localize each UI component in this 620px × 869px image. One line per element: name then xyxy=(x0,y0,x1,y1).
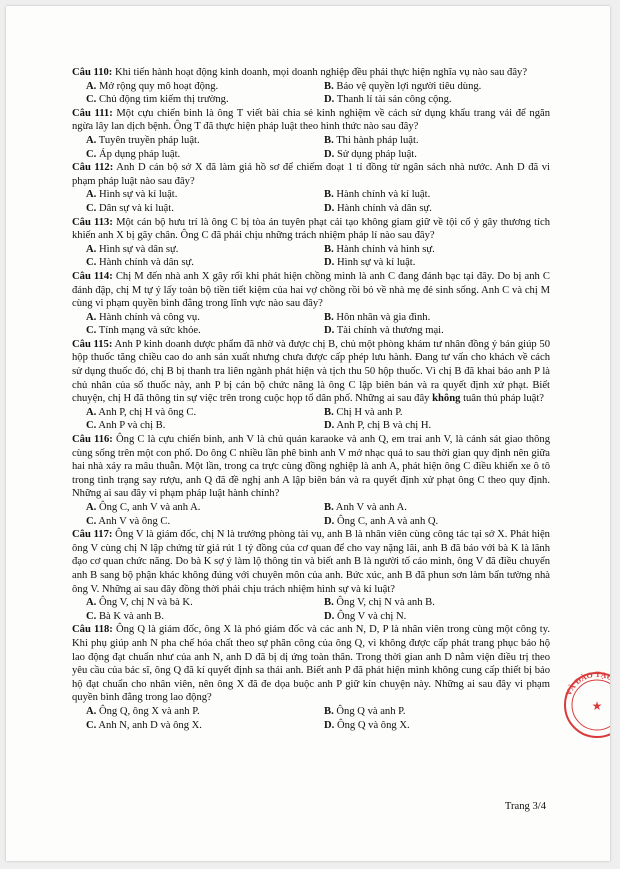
option-letter: D. xyxy=(324,420,335,432)
option-letter: B. xyxy=(324,705,334,717)
answer-option xyxy=(72,80,310,94)
option-letter: C. xyxy=(86,257,97,269)
answer-option xyxy=(72,610,310,624)
answer-options xyxy=(72,134,550,161)
answer-options xyxy=(72,80,550,107)
option-letter: C. xyxy=(86,610,97,622)
page-number: Trang 3/4 xyxy=(504,801,546,812)
option-text: Anh P, chị B và chị H. xyxy=(336,420,432,432)
answer-option xyxy=(310,188,550,202)
answer-option xyxy=(310,596,550,610)
option-letter: D. xyxy=(324,94,335,106)
question-text: Ông V là giám đốc, chị N là trưởng phòng tài vụ, anh B là nhân viên cùng công tác tại sở X. Phát hiện ông V cùng chị N lập chứng từ giả rút 1 tỷ đồng của cơ quan để cho vay nặng lãi, anh B đã báo với bà K là lãnh đạo cơ quan chức năng. Do bà K sợ ý làm lộ thông tin và biết anh B là người tố cáo mình, ông V đã điều chuyển anh B sang bộ phận khác không đúng với chuyên môn của anh. Bức xúc, anh B đã phun sơn làm bẩn tường nhà ông V. Những ai sau đây đồng thời phải chịu trách nhiệm hình sự và kỉ luật? xyxy=(72,529,550,595)
answer-option xyxy=(310,311,550,325)
question-number: Câu 114: xyxy=(72,270,113,282)
answer-option xyxy=(72,134,310,148)
option-text: Ông V, chị N và bà K. xyxy=(98,597,193,609)
question xyxy=(72,623,550,732)
red-seal-stamp-icon xyxy=(562,670,615,740)
option-text: Sử dụng pháp luật. xyxy=(336,148,417,160)
option-letter: B. xyxy=(324,189,334,201)
question xyxy=(72,270,550,338)
answer-options xyxy=(72,596,550,623)
option-text: Hành chính và công vụ. xyxy=(98,311,200,323)
option-letter: C. xyxy=(86,515,97,527)
question xyxy=(72,528,550,623)
option-letter: D. xyxy=(324,325,335,337)
option-letter: A. xyxy=(86,134,97,146)
answer-options xyxy=(72,705,550,732)
option-letter: A. xyxy=(86,189,97,201)
option-letter: A. xyxy=(86,406,97,418)
option-letter: D. xyxy=(324,719,335,731)
option-letter: A. xyxy=(86,705,97,717)
answer-options xyxy=(72,501,550,528)
stamp-text: VÀ ĐÀO TẠO xyxy=(563,670,615,698)
option-text: Dân sự và kỉ luật. xyxy=(98,202,174,214)
option-text: Hành chính và kỉ luật. xyxy=(336,189,431,201)
question-number: Câu 115: xyxy=(72,338,113,350)
answer-option xyxy=(310,202,550,216)
option-text: Tài chính và thương mại. xyxy=(336,325,444,337)
answer-option xyxy=(72,148,310,162)
question-stem xyxy=(72,338,550,406)
answer-option xyxy=(72,419,310,433)
question-stem xyxy=(72,161,550,188)
question-number: Câu 111: xyxy=(72,107,113,119)
answer-option xyxy=(310,243,550,257)
option-text: Ông V và chị N. xyxy=(336,610,407,622)
option-text: Mở rộng quy mô hoạt động. xyxy=(98,80,219,92)
option-letter: B. xyxy=(324,311,334,323)
option-text: Hôn nhân và gia đình. xyxy=(336,311,431,323)
option-letter: C. xyxy=(86,148,97,160)
option-text: Thi hành pháp luật. xyxy=(336,134,419,146)
option-letter: C. xyxy=(86,325,97,337)
question xyxy=(72,107,550,161)
answer-option xyxy=(72,515,310,529)
option-letter: B. xyxy=(324,597,334,609)
option-text: Bà K và anh B. xyxy=(98,610,164,622)
answer-option xyxy=(72,256,310,270)
option-text: Tính mạng và sức khỏe. xyxy=(98,325,201,337)
option-text: Anh P, chị H và ông C. xyxy=(98,406,197,418)
answer-options xyxy=(72,243,550,270)
option-text: Ông C, anh V và anh A. xyxy=(98,502,201,513)
exam-page xyxy=(6,6,615,861)
option-text: Tuyên truyền pháp luật. xyxy=(98,134,200,146)
question-text: Anh P kinh doanh dược phẩm đã nhờ và được chị B, chủ một phòng khám tư nhân đồng ý bán giúp 50 hộp thuốc tăng chiều cao do anh sản xuất nhưng chưa được cấp phép lưu hành. Đang tư vấn cho khách về cách sử dụng thuốc đó, chị B bị thanh tra liên ngành phát hiện và tịch thu 50 hộp thuốc. Vì chị B đã khai báo anh P là chủ nhân của số thuốc này, anh P bị cán bộ chức năng là ông C lập biên bản và ra quyết định xử phạt. Biết chuyện, chị H đã thông tin sự việc trên trong cuộc họp tổ dân phố. Những ai sau đây xyxy=(72,338,550,405)
question-text: Khi tiến hành hoạt động kinh doanh, mọi doanh nghiệp đều phải thực hiện nghĩa vụ nào sau đây? xyxy=(114,67,528,78)
answer-option xyxy=(72,311,310,325)
option-text: Ông Q và anh P. xyxy=(336,705,406,717)
answer-option xyxy=(310,406,550,420)
option-text: Ông C, anh A và anh Q. xyxy=(336,515,439,527)
option-letter: B. xyxy=(324,406,334,418)
question xyxy=(72,161,550,215)
answer-option xyxy=(310,93,550,107)
question-stem xyxy=(72,216,550,243)
option-text: Ông Q và ông X. xyxy=(336,719,410,731)
option-text: Chị H và anh P. xyxy=(336,406,403,418)
option-letter: B. xyxy=(324,243,334,255)
answer-option xyxy=(310,515,550,529)
answer-option xyxy=(72,188,310,202)
option-letter: A. xyxy=(86,597,97,609)
answer-option xyxy=(72,705,310,719)
option-text: Hành chính và hình sự. xyxy=(336,243,435,255)
answer-option xyxy=(72,202,310,216)
option-letter: A. xyxy=(86,243,97,255)
question-text-after: tuân thủ pháp luật? xyxy=(463,393,544,405)
question-text: Một cựu chiến binh là ông T viết bài chia sẻ kinh nghiệm về cách sử dụng khẩu trang vải để ngăn ngừa lây lan dịch bệnh. Ông T đã thực hiện pháp luật theo hình thức nào sau đây? xyxy=(72,107,550,133)
answer-option xyxy=(310,705,550,719)
answer-option xyxy=(310,324,550,338)
question-text: Chị M đến nhà anh X gây rối khi phát hiện chồng mình là anh C đang đánh bạc tại đây. Do bị anh C đánh đập, chị M tự ý lấy toàn bộ tiền tiết kiệm của hai vợ chồng rồi bỏ về nhà mẹ đẻ sinh sống. Anh C và chị M cùng vi phạm quyền bình đẳng trong lĩnh vực nào sau đây? xyxy=(72,270,551,310)
question xyxy=(72,433,550,528)
question-stem xyxy=(72,66,550,80)
question-text: Ông Q là giám đốc, ông X là phó giám đốc và các anh N, D, P là nhân viên trong cùng một công ty. Khi phụ giúp anh N pha chế hóa chất theo sự phân công của ông Q, vì không được cấp phát trang phục bảo hộ lao động đạt chuẩn như của anh N, anh D đã bị dị ứng toàn thân. Trong thời gian anh D nằm viện điều trị theo yêu cầu của bác sĩ, ông Q đã kí quyết định sa thải anh. Biết anh P đã phát hiện mình không cung cấp thiết bị bảo hộ đạt chuẩn cho nhân viên, nên ông X đã đe dọa buộc anh P giữ kín chuyện này. Những ai sau đây vi phạm quyền bình đẳng trong lao động? xyxy=(72,624,550,704)
answer-option xyxy=(72,596,310,610)
answer-option xyxy=(72,324,310,338)
option-text: Hình sự và kỉ luật. xyxy=(336,257,416,269)
option-text: Hình sự và dân sự. xyxy=(98,243,179,255)
option-letter: B. xyxy=(324,80,334,92)
answer-options xyxy=(72,406,550,433)
option-letter: D. xyxy=(324,515,335,527)
answer-option xyxy=(310,80,550,94)
option-text: Hành chính và dân sự. xyxy=(336,202,432,214)
answer-option xyxy=(72,719,310,733)
answer-option xyxy=(72,243,310,257)
answer-option xyxy=(310,256,550,270)
answer-option xyxy=(72,501,310,515)
question-stem xyxy=(72,623,550,705)
question xyxy=(72,338,550,433)
option-text: Hình sự và kỉ luật. xyxy=(98,189,178,201)
option-text: Chủ động tìm kiếm thị trường. xyxy=(98,94,229,106)
question-text: Ông C là cựu chiến binh, anh V là chủ quán karaoke và anh Q, em trai anh V, là cảnh sát giao thông cùng sống trên một con phố. Do ông C nhiều lần phê bình anh V mở nhạc quá to sau thời gian quy định nên giữa hai nhà xảy ra mâu thuẫn. Một lần, trong ca trực cùng đồng nghiệp là anh A, phát hiện ông C điều khiển xe ô tô trong tình trạng say rượu, anh Q đã đề nghị anh A lập biên bản và ra quyết định xử phạt ông C theo quy định. Những ai sau đây vi phạm pháp luật hành chính? xyxy=(72,434,550,500)
answer-option xyxy=(310,148,550,162)
answer-option xyxy=(72,406,310,420)
option-text: Anh N, anh D và ông X. xyxy=(98,719,202,731)
option-letter: A. xyxy=(86,311,97,323)
svg-text:VÀ ĐÀO TẠO xyxy=(563,670,615,698)
option-letter: D. xyxy=(324,257,335,269)
question-emphasis: không xyxy=(432,393,461,405)
question-number: Câu 116: xyxy=(72,434,113,446)
question-number: Câu 112: xyxy=(72,162,114,174)
option-text: Anh V và ông C. xyxy=(98,515,171,527)
option-letter: C. xyxy=(86,94,97,106)
answer-option xyxy=(310,134,550,148)
option-letter: D. xyxy=(324,202,335,214)
option-text: Anh V và anh A. xyxy=(335,502,407,513)
option-letter: D. xyxy=(324,148,335,160)
answer-option xyxy=(310,610,550,624)
answer-option xyxy=(72,93,310,107)
option-text: Ông V, chị N và anh B. xyxy=(336,597,435,609)
question-stem xyxy=(72,528,550,596)
option-text: Áp dụng pháp luật. xyxy=(98,148,181,160)
question-number: Câu 113: xyxy=(72,216,113,228)
question-number: Câu 118: xyxy=(72,624,113,636)
option-letter: C. xyxy=(86,202,97,214)
option-letter: D. xyxy=(324,610,335,622)
option-letter: C. xyxy=(86,420,97,432)
question-text: Một cán bộ hưu trí là ông C bị tòa án tuyên phạt cải tạo không giam giữ về tội cố ý gây thương tích khiến anh X bị gãy chân. Ông C đã phải chịu những trách nhiệm pháp lí nào sau đây? xyxy=(72,216,550,242)
option-text: Hành chính và dân sự. xyxy=(98,257,194,269)
answer-option xyxy=(310,419,550,433)
question xyxy=(72,216,550,270)
question-stem xyxy=(72,433,550,501)
question-stem xyxy=(72,107,550,134)
answer-option xyxy=(310,501,550,515)
question-stem xyxy=(72,270,550,311)
option-text: Thanh lí tài sản công cộng. xyxy=(336,94,452,106)
svg-text:★: ★ xyxy=(591,699,603,713)
question xyxy=(72,66,550,107)
question-number: Câu 117: xyxy=(72,529,113,541)
option-text: Ông Q, ông X và anh P. xyxy=(98,705,200,717)
option-letter: A. xyxy=(86,502,97,513)
option-text: Anh P và chị B. xyxy=(98,420,166,432)
answer-option xyxy=(310,719,550,733)
option-letter: B. xyxy=(324,134,334,146)
option-text: Bảo vệ quyền lợi người tiêu dùng. xyxy=(336,80,482,92)
question-list xyxy=(72,66,550,732)
option-letter: C. xyxy=(86,719,97,731)
option-letter: B. xyxy=(324,502,334,513)
answer-options xyxy=(72,311,550,338)
option-letter: A. xyxy=(86,80,97,92)
answer-options xyxy=(72,188,550,215)
question-text: Anh D cán bộ sở X đã làm giả hồ sơ để chiếm đoạt 1 tỉ đồng từ ngân sách nhà nước. Anh D đã vi phạm pháp luật nào sau đây? xyxy=(72,162,550,187)
question-number: Câu 110: xyxy=(72,67,113,78)
